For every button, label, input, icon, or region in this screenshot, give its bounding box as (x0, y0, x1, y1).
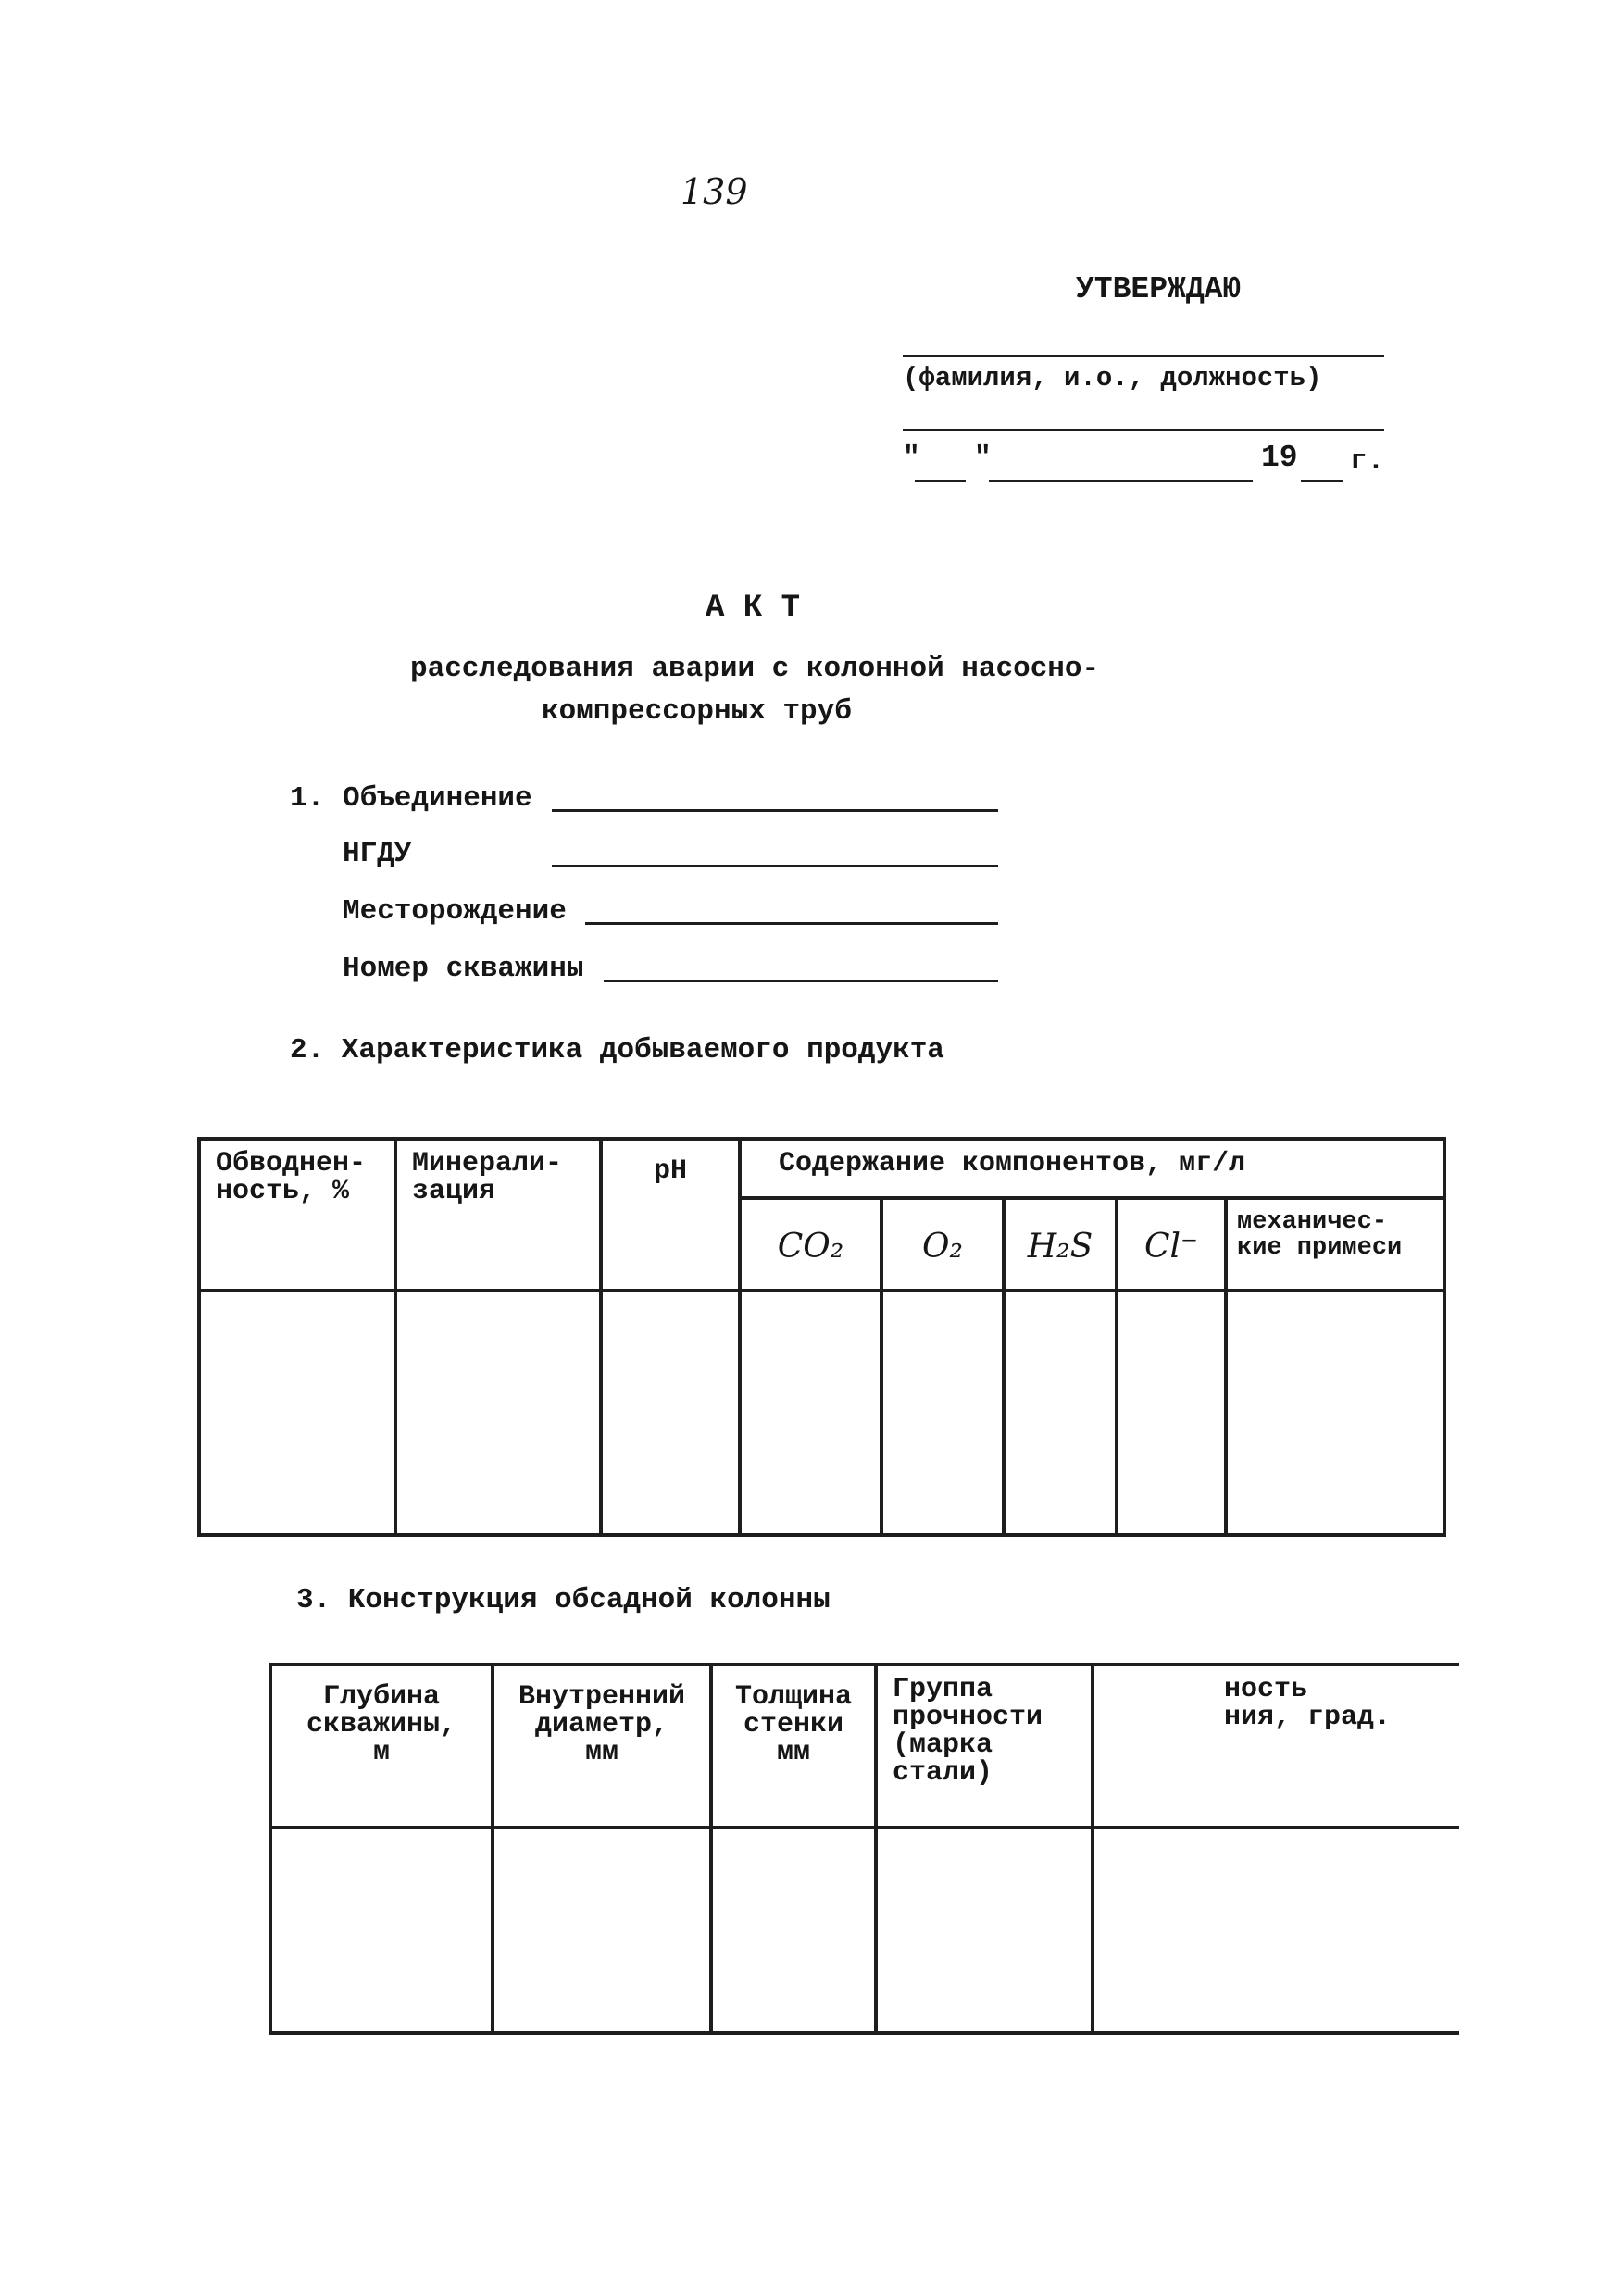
product-characteristics-table (197, 1137, 1446, 1537)
header-co2: CO₂ (740, 1198, 881, 1291)
header-h2s: H₂S (1004, 1198, 1117, 1291)
act-subtitle-line2: компрессорных труб (542, 695, 852, 728)
cell-ph[interactable] (601, 1291, 740, 1535)
cell-cl[interactable] (1117, 1291, 1226, 1535)
header-wall-thickness: Толщина стенки мм (711, 1665, 876, 1828)
header-strength-group: Группа прочности (марка стали) (876, 1665, 1093, 1828)
header-mineralization: Минерали- зация (395, 1139, 601, 1291)
year-prefix: 19 (1261, 441, 1298, 475)
month-line (989, 480, 1253, 482)
year-suffix: г. (1350, 445, 1385, 478)
field-line-ngdu[interactable] (552, 865, 998, 867)
field-line-association[interactable] (552, 809, 998, 812)
cell-mechanical-impurities[interactable] (1226, 1291, 1444, 1535)
field-label-field: Месторождение (343, 895, 567, 928)
field-line-field[interactable] (585, 922, 998, 925)
header-inner-diameter: Внутренний диаметр, мм (493, 1665, 711, 1828)
header-o2: O₂ (881, 1198, 1004, 1291)
field-label-ngdu: НГДУ (343, 838, 412, 870)
date-open-quote: " (903, 442, 920, 474)
field-line-well-number[interactable] (604, 980, 998, 982)
cell-co2[interactable] (740, 1291, 881, 1535)
header-deviation: ность ния, град. (1093, 1665, 1459, 1828)
cell-mineralization[interactable] (395, 1291, 601, 1535)
section1-number: 1. (290, 782, 325, 815)
header-ph: pH (601, 1139, 740, 1291)
cell-water-cut[interactable] (199, 1291, 395, 1535)
approval-title: УТВЕРЖДАЮ (1076, 272, 1242, 306)
header-mechanical-impurities: механичес- кие примеси (1226, 1198, 1444, 1291)
day-line (915, 480, 966, 482)
field-label-association: Объединение (343, 782, 532, 815)
header-water-cut: Обводнен- ность, % (199, 1139, 395, 1291)
year-line (1301, 480, 1343, 482)
cell-deviation[interactable] (1093, 1828, 1459, 2033)
signer-line (903, 355, 1384, 357)
date-top-line (903, 429, 1384, 431)
cell-wall-thickness[interactable] (711, 1828, 876, 2033)
header-components-group: Содержание компонентов, мг/л (740, 1139, 1444, 1198)
cell-well-depth[interactable] (270, 1828, 493, 2033)
act-title: А К Т (706, 591, 801, 626)
act-subtitle-line1: расследования аварии с колонной насосно- (410, 653, 1100, 685)
signer-caption: (фамилия, и.о., должность) (903, 363, 1322, 393)
cell-o2[interactable] (881, 1291, 1004, 1535)
section2-title: 2. Характеристика добываемого продукта (290, 1034, 944, 1067)
cell-strength-group[interactable] (876, 1828, 1093, 2033)
page-number: 139 (681, 171, 748, 212)
cell-h2s[interactable] (1004, 1291, 1117, 1535)
field-label-well-number: Номер скважины (343, 953, 584, 985)
casing-construction-table (269, 1663, 1459, 2035)
header-cl: Cl⁻ (1117, 1198, 1226, 1291)
section3-title: 3. Конструкция обсадной колонны (296, 1584, 831, 1616)
date-close-quote: " (974, 442, 992, 474)
header-well-depth: Глубина скважины, м (270, 1665, 493, 1828)
cell-inner-diameter[interactable] (493, 1828, 711, 2033)
